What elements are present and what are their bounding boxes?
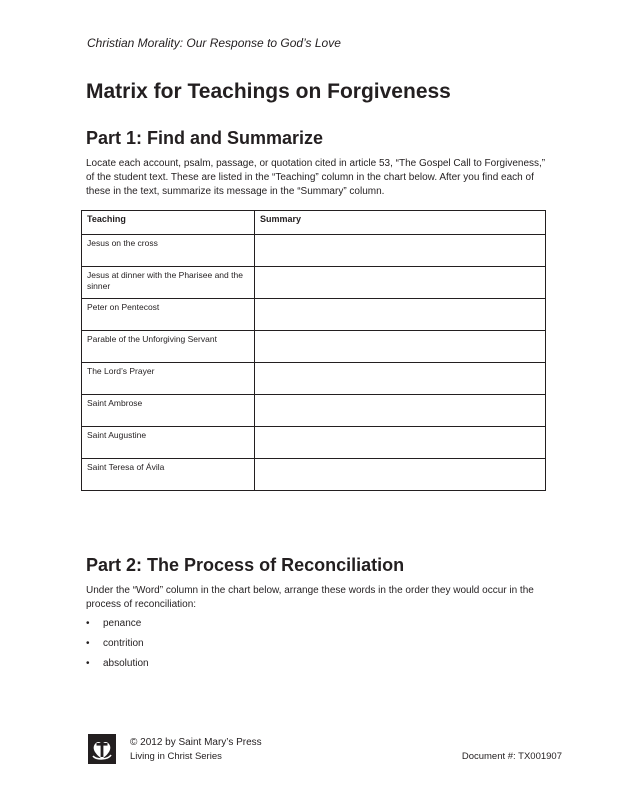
teachings-table <box>81 210 546 491</box>
table-row <box>82 299 546 331</box>
table-row <box>82 427 546 459</box>
word-list <box>86 617 149 677</box>
teaching-cell: Jesus at dinner with the Pharisee and the sinner <box>82 267 255 299</box>
table-header-row <box>82 211 546 235</box>
summary-column-header: Summary <box>255 211 546 235</box>
summary-cell[interactable] <box>255 363 546 395</box>
table-row <box>82 459 546 491</box>
table-row <box>82 363 546 395</box>
footer-series: Living in Christ Series <box>130 751 222 762</box>
list-item <box>86 617 149 637</box>
word-label: absolution <box>103 658 149 669</box>
summary-cell[interactable] <box>255 235 546 267</box>
list-item <box>86 657 149 677</box>
bullet-icon: • <box>86 658 90 669</box>
summary-cell[interactable] <box>255 331 546 363</box>
teaching-cell: Saint Teresa of Ávila <box>82 459 255 491</box>
table-row <box>82 395 546 427</box>
summary-cell[interactable] <box>255 427 546 459</box>
running-header: Christian Morality: Our Response to God’s Love <box>87 36 341 50</box>
summary-cell[interactable] <box>255 459 546 491</box>
teaching-cell: Parable of the Unforgiving Servant <box>82 331 255 363</box>
teaching-cell: Saint Augustine <box>82 427 255 459</box>
summary-cell[interactable] <box>255 299 546 331</box>
bullet-icon: • <box>86 638 90 649</box>
summary-cell[interactable] <box>255 395 546 427</box>
part2-instructions: Under the “Word” column in the chart below, arrange these words in the order they would occur in the process of reconciliation: <box>86 585 534 610</box>
footer-document-number: Document #: TX001907 <box>461 751 562 762</box>
teaching-cell: Peter on Pentecost <box>82 299 255 331</box>
footer-copyright: © 2012 by Saint Mary’s Press <box>130 737 262 748</box>
teaching-cell: Saint Ambrose <box>82 395 255 427</box>
part1-heading: Part 1: Find and Summarize <box>86 128 324 148</box>
table-row <box>82 331 546 363</box>
table-row <box>82 267 546 299</box>
saint-marys-press-logo-icon <box>88 734 116 764</box>
list-item <box>86 637 149 657</box>
part2-heading: Part 2: The Process of Reconciliation <box>86 555 405 575</box>
bullet-icon: • <box>86 618 90 629</box>
teaching-cell: Jesus on the cross <box>82 235 255 267</box>
part1-instructions: Locate each account, psalm, passage, or quotation cited in article 53, “The Gospel Call to Forgiveness,” of the student text. These are listed in the “Teaching” column in the chart below. After you find each of these in the text, summarize its message in the “Summary” column. <box>86 158 546 197</box>
teaching-cell: The Lord’s Prayer <box>82 363 255 395</box>
word-label: contrition <box>103 638 144 649</box>
word-label: penance <box>103 618 142 629</box>
summary-cell[interactable] <box>255 267 546 299</box>
table-row <box>82 235 546 267</box>
teaching-column-header: Teaching <box>82 211 255 235</box>
page-title: Matrix for Teachings on Forgiveness <box>86 80 451 103</box>
